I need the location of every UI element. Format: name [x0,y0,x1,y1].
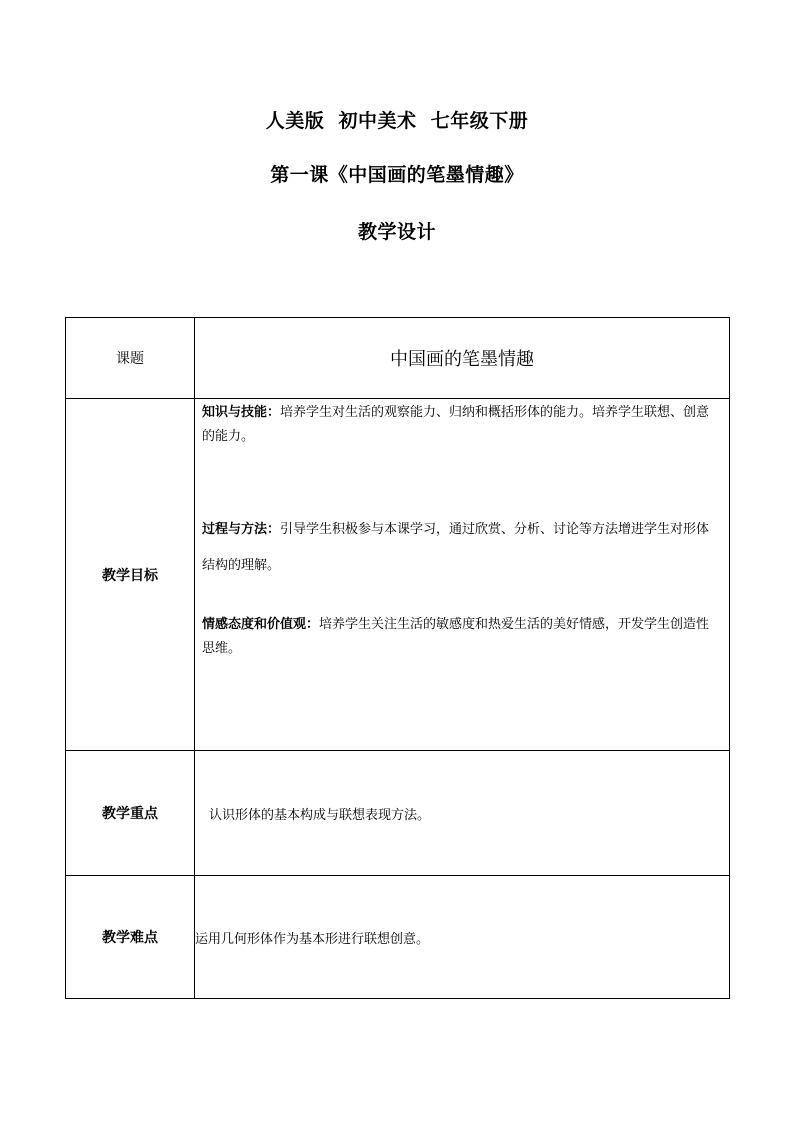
difficulties-row [66,876,730,999]
objectives-content [195,399,730,751]
objective-process-title: 过程与方法： [202,522,281,537]
key-points-label: 教学重点 [66,751,195,876]
document-title-edition: 人美版 初中美术 七年级下册 [265,110,529,132]
topic-value: 中国画的笔墨情趣 [195,318,730,399]
objectives-row [66,399,730,751]
topic-label: 课题 [66,318,195,399]
objectives-label: 教学目标 [66,399,195,751]
objective-attitude [195,613,729,661]
key-points-row [66,751,730,876]
objective-attitude-text: 培养学生关注生活的敏感度和热爱生活的美好情感，开发学生创造性思维。 [202,617,710,656]
objective-knowledge [195,401,729,449]
objective-knowledge-title: 知识与技能： [202,405,281,420]
difficulties-value: 运用几何形体作为基本形进行联想创意。 [195,876,730,999]
key-points-value: 认识形体的基本构成与联想表现方法。 [195,751,730,876]
difficulties-label: 教学难点 [66,876,195,999]
document-title-type: 教学设计 [357,221,436,243]
objective-process-text: 引导学生积极参与本课学习，通过欣赏、分析、讨论等方法增进学生对形体结构的理解。 [202,522,710,573]
lesson-plan-table [65,317,730,999]
topic-row [66,318,730,399]
objective-knowledge-text: 培养学生对生活的观察能力、归纳和概括形体的能力。培养学生联想、创意的能力。 [202,405,710,444]
objective-process [195,512,729,584]
objective-attitude-title: 情感态度和价值观： [202,617,320,632]
document-title-lesson: 第一课《中国画的笔墨情趣》 [270,164,524,186]
